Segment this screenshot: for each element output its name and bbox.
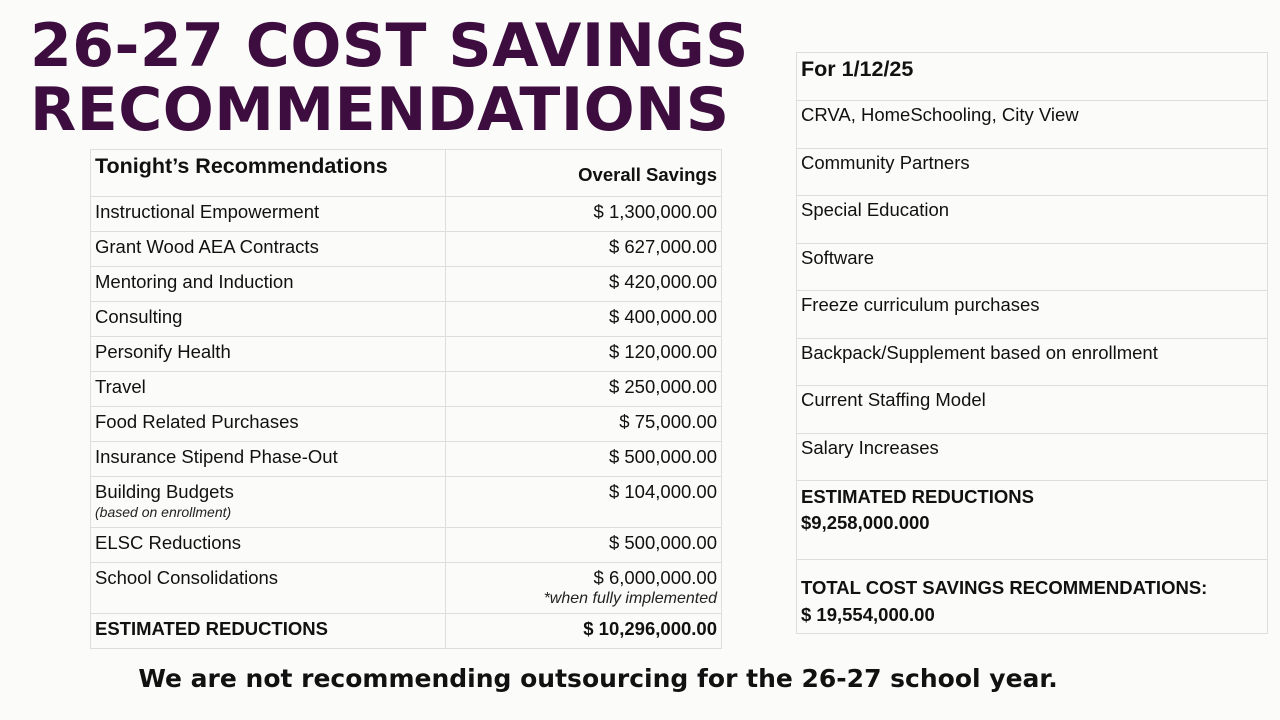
table-row — [91, 372, 722, 407]
list-item: Freeze curriculum purchases — [797, 291, 1267, 339]
row-label: Instructional Empowerment — [91, 197, 446, 232]
row-note: (based on enrollment) — [95, 504, 232, 520]
slide-title-line-2: RECOMMENDATIONS — [30, 75, 730, 145]
panel-header: For 1/12/25 — [797, 53, 1267, 101]
row-label: Personify Health — [91, 337, 446, 372]
row-label: Grant Wood AEA Contracts — [91, 232, 446, 267]
row-amount: $ 420,000.00 — [446, 267, 722, 302]
row-amount: $ 500,000.00 — [446, 442, 722, 477]
estimated-reductions-label: ESTIMATED REDUCTIONS — [801, 486, 1034, 507]
row-label: Food Related Purchases — [91, 407, 446, 442]
row-label: Travel — [91, 372, 446, 407]
table-row — [91, 477, 722, 528]
future-recommendations-panel — [796, 52, 1268, 634]
list-item: Software — [797, 244, 1267, 292]
recommendations-table — [90, 149, 722, 649]
savings-header: Overall Savings — [578, 164, 717, 185]
row-amount: $ 6,000,000.00 — [593, 567, 717, 588]
table-row — [91, 563, 722, 614]
slide-title-line-1: 26-27 COST SAVINGS — [30, 11, 749, 81]
row-label: ELSC Reductions — [91, 528, 446, 563]
table-row — [91, 197, 722, 232]
row-label-cell — [91, 477, 446, 528]
table-row — [91, 337, 722, 372]
list-item: Current Staffing Model — [797, 386, 1267, 434]
row-amount: $ 75,000.00 — [446, 407, 722, 442]
row-label: Mentoring and Induction — [91, 267, 446, 302]
list-item: Salary Increases — [797, 434, 1267, 482]
total-amount: $ 10,296,000.00 — [446, 614, 722, 649]
total-label: ESTIMATED REDUCTIONS — [91, 614, 446, 649]
table-header-row — [91, 150, 722, 197]
list-item: Special Education — [797, 196, 1267, 244]
row-amount: $ 1,300,000.00 — [446, 197, 722, 232]
table-row — [91, 528, 722, 563]
footer-note: We are not recommending outsourcing for the 26-27 school year. — [138, 664, 1058, 693]
table-total-row — [91, 614, 722, 649]
table-row — [91, 267, 722, 302]
estimated-reductions-amount: $9,258,000.000 — [801, 512, 930, 533]
row-amount: $ 400,000.00 — [446, 302, 722, 337]
row-amount: $ 500,000.00 — [446, 528, 722, 563]
row-amount-cell — [446, 563, 722, 614]
row-label: Insurance Stipend Phase-Out — [91, 442, 446, 477]
estimated-reductions-block — [797, 481, 1267, 560]
table-row — [91, 407, 722, 442]
row-amount: $ 627,000.00 — [446, 232, 722, 267]
recommendations-header: Tonight’s Recommendations — [95, 154, 388, 178]
total-savings-amount: $ 19,554,000.00 — [801, 604, 935, 625]
table-row — [91, 442, 722, 477]
row-label: Consulting — [91, 302, 446, 337]
row-amount: $ 120,000.00 — [446, 337, 722, 372]
list-item: Community Partners — [797, 149, 1267, 197]
list-item: Backpack/Supplement based on enrollment — [797, 339, 1267, 387]
row-amount: $ 104,000.00 — [446, 477, 722, 528]
table-row — [91, 302, 722, 337]
total-savings-block — [797, 560, 1267, 628]
row-amount-note: *when fully implemented — [543, 590, 717, 607]
slide-title — [30, 11, 749, 145]
table-header-cell — [91, 150, 446, 197]
table-row — [91, 232, 722, 267]
list-item: CRVA, HomeSchooling, City View — [797, 101, 1267, 149]
row-amount: $ 250,000.00 — [446, 372, 722, 407]
row-label: Building Budgets — [95, 481, 234, 502]
row-label: School Consolidations — [91, 563, 446, 614]
total-savings-label: TOTAL COST SAVINGS RECOMMENDATIONS: — [801, 577, 1208, 598]
table-header-cell — [446, 150, 722, 197]
